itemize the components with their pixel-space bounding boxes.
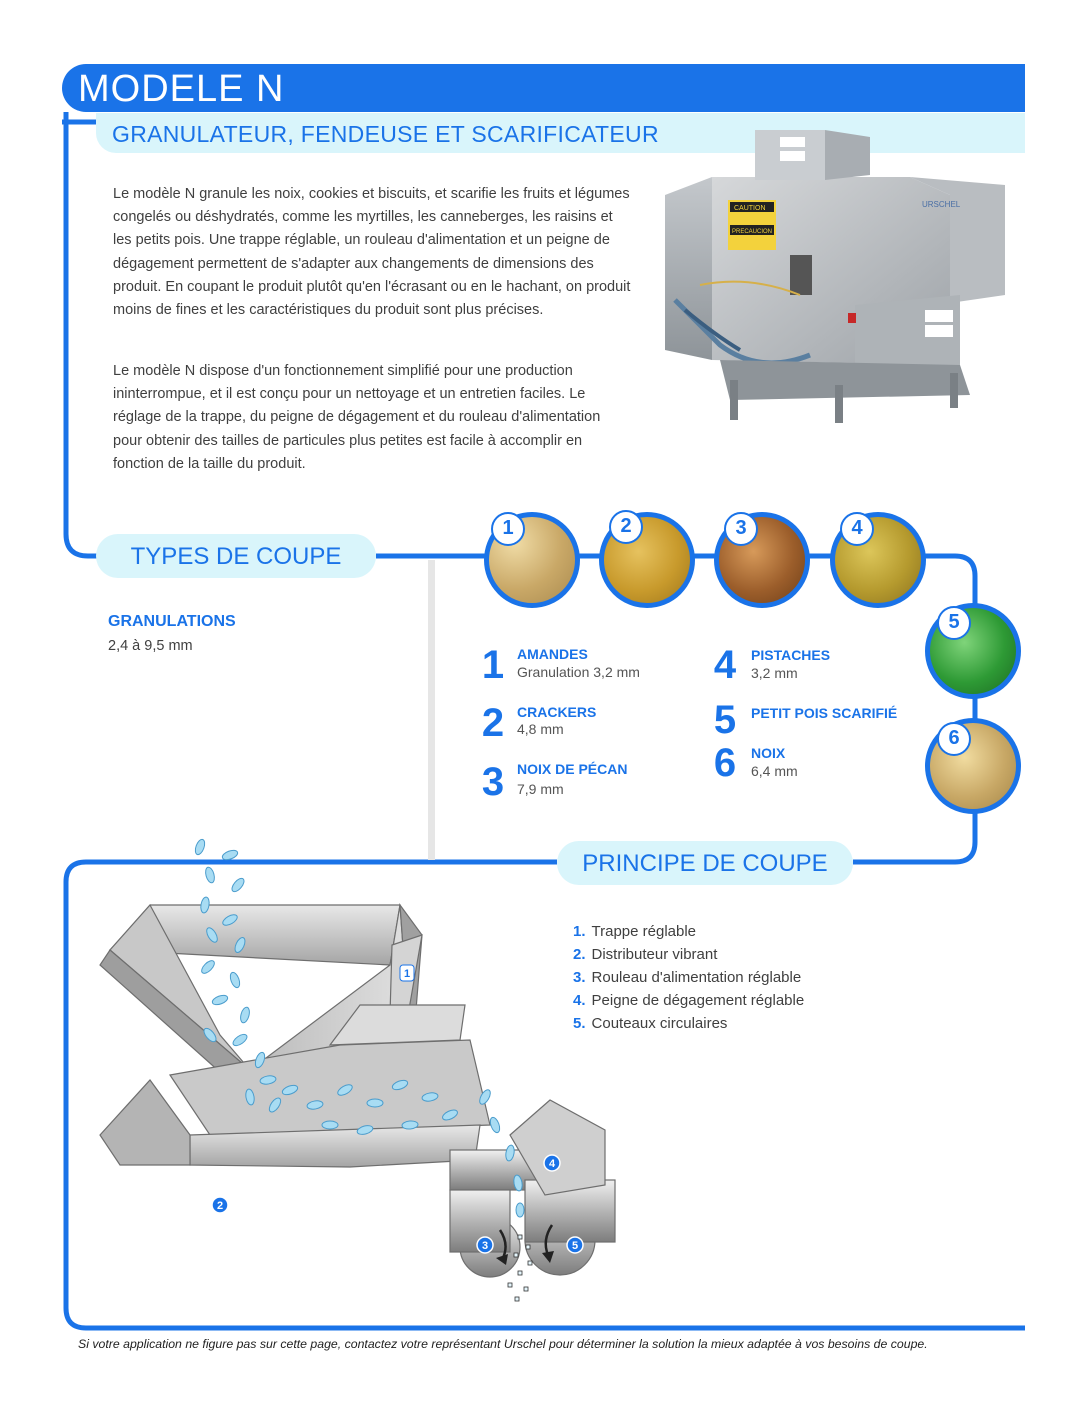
granulations-title: GRANULATIONS <box>108 613 236 630</box>
diagram-label-4: 4 <box>548 1158 556 1170</box>
brand-label: URSCHEL <box>922 200 961 209</box>
type-sub-6: 6,4 mm <box>751 763 798 779</box>
type-number-5: 5 <box>713 698 737 742</box>
type-number-1: 1 <box>481 643 505 687</box>
type-sub-2: 4,8 mm <box>517 721 564 737</box>
type-label-2: CRACKERS <box>517 704 597 720</box>
type-label-6: NOIX <box>751 745 786 761</box>
sample-badge-3: 3 <box>724 512 758 546</box>
diagram-label-5: 5 <box>571 1240 579 1252</box>
type-number-3: 3 <box>481 760 505 804</box>
type-label-5: PETIT POIS SCARIFIÉ <box>751 705 898 721</box>
type-number-6: 6 <box>713 741 737 785</box>
type-number-2: 2 <box>481 701 505 745</box>
granulations-range: 2,4 à 9,5 mm <box>108 638 193 654</box>
type-sub-1: Granulation 3,2 mm <box>517 664 640 680</box>
principe-item-1: 1. Trappe réglable <box>573 923 697 940</box>
precaucion-label: PRECAUCION <box>732 229 773 235</box>
sample-badge-1: 1 <box>491 512 525 546</box>
page-subtitle: GRANULATEUR, FENDEUSE ET SCARIFICATEUR <box>112 121 659 147</box>
sample-badge-5: 5 <box>937 606 971 640</box>
intro-paragraph-2: Le modèle N dispose d'un fonctionnement simplifié pour une production ininterrompue, et il est conçu pour un nettoyage et un entretien faciles. Le réglage de la trappe, du peigne de dégagement et du rouleau d'alimentation pour obtenir des tailles de particules plus petites est facile à accomplir en fonction de la taille du produit. <box>113 363 601 472</box>
principe-item-2: 2. Distributeur vibrant <box>573 946 718 963</box>
type-sub-3: 7,9 mm <box>517 781 564 797</box>
principe-item-5: 5. Couteaux circulaires <box>573 1015 728 1032</box>
principe-item-3: 3. Rouleau d'alimentation réglable <box>573 969 802 986</box>
types-heading: TYPES DE COUPE <box>96 534 376 578</box>
type-label-4: PISTACHES <box>751 647 831 663</box>
diagram-label-3: 3 <box>481 1240 489 1252</box>
cutting-diagram <box>90 835 630 1310</box>
sample-badge-6: 6 <box>937 722 971 756</box>
principe-item-4: 4. Peigne de dégagement réglable <box>573 992 805 1009</box>
type-sub-4: 3,2 mm <box>751 665 798 681</box>
diagram-label-2: 2 <box>216 1200 224 1212</box>
diagram-label-1: 1 <box>403 968 411 980</box>
sample-badge-2: 2 <box>609 510 643 544</box>
type-label-3: NOIX DE PÉCAN <box>517 761 628 777</box>
page-title: MODELE N <box>78 68 285 110</box>
machine-photo <box>660 125 1030 425</box>
sample-badge-4: 4 <box>840 512 874 546</box>
principe-heading: PRINCIPE DE COUPE <box>557 841 853 885</box>
type-number-4: 4 <box>713 643 737 687</box>
caution-label: CAUTION <box>734 205 766 212</box>
intro-paragraph-1: Le modèle N granule les noix, cookies et biscuits, et scarifie les fruits et légumes congelés ou déshydratés, comme les myrtilles, les canneberges, les raisins et les petits pois. Une trappe réglable, un rouleau d'alimentation et un peigne de dégagement permettent de s'adapter aux changements de dimensions des produit. En coupant le produit plutôt qu'en l'écrasant ou en le hachant, on produit moins de fines et les caractéristiques du produit sont plus précises. <box>113 186 631 319</box>
footer-note: Si votre application ne figure pas sur cette page, contactez votre représentant Urschel pour déterminer la solution la mieux adaptée à vos besoins de coupe. <box>78 1337 928 1351</box>
type-label-1: AMANDES <box>517 646 588 662</box>
